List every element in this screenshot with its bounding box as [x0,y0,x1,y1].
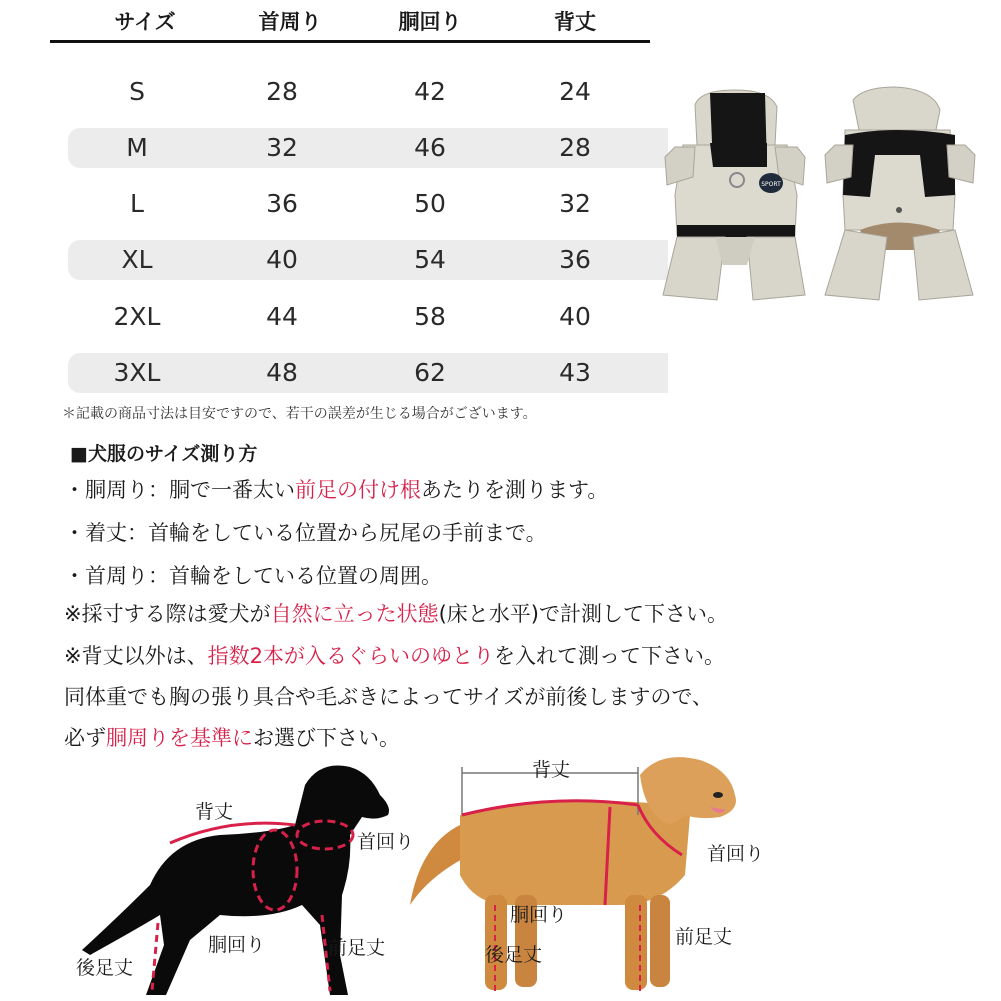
guide-line-neck: ・首周り：首輪をしている位置の周囲。 [64,564,442,588]
measurement-diagrams [0,745,1001,1001]
label-hind-leg: 後足丈 [76,957,134,979]
table-row [68,128,668,168]
text-plain: を入れて測って下さい。 [493,644,725,668]
cell-size: XL [121,245,153,274]
garment-front-image [655,85,815,310]
text-plain: 必ず [64,726,106,750]
text-plain: あたりを測ります。 [421,478,609,502]
text-plain: (床と水平)で計測して下さい。 [438,602,728,626]
cell-girth: 58 [414,302,446,331]
guide-line-girth [64,474,608,504]
text-highlight: 前足の付け根 [295,478,421,502]
cell-size: M [126,133,148,162]
cell-neck: 28 [266,77,298,106]
guide-line-posture [64,598,728,628]
dog-photo-diagram [400,755,760,1001]
label-neck: 首回り [707,843,765,865]
cell-neck: 40 [266,245,298,274]
text-plain: お選び下さい。 [253,726,400,750]
cell-girth: 62 [414,358,446,387]
label-front-leg: 前足丈 [675,926,733,948]
garment-back-image [815,85,985,310]
guide-line-slack [64,640,725,670]
text-highlight: 胴周りを基準に [106,726,253,750]
label-girth: 胴回り [208,934,266,956]
cell-back: 32 [559,189,591,218]
cell-back: 28 [559,133,591,162]
text-plain: ・胴周り：胴で一番太い [64,478,295,502]
table-row [68,240,668,280]
header-size: サイズ [114,10,176,34]
text-plain: ※採寸する際は愛犬が [64,602,271,626]
label-back-length: 背丈 [195,801,234,823]
text-highlight: 指数2本が入るぐらいのゆとり [207,644,494,668]
table-row [68,72,668,112]
guide-line-length: ・着丈：首輪をしている位置から尻尾の手前まで。 [64,521,547,545]
cell-girth: 50 [414,189,446,218]
cell-back: 40 [559,302,591,331]
text-highlight: 自然に立った状態 [270,602,439,626]
cell-size: 2XL [113,302,161,331]
cell-neck: 44 [266,302,298,331]
cell-girth: 54 [414,245,446,274]
cell-neck: 36 [266,189,298,218]
header-divider [50,40,650,43]
table-row [68,184,668,224]
header-neck: 首周り [258,10,322,34]
cell-back: 43 [559,358,591,387]
table-row [68,297,668,337]
size-note: ＊記載の商品寸法は目安ですので、若干の誤差が生じる場合がございます。 [62,406,537,422]
label-front-leg: 前足丈 [328,937,386,959]
label-neck: 首回り [357,831,415,853]
label-hind-leg: 後足丈 [485,944,543,966]
guide-heading: ■犬服のサイズ測り方 [70,443,258,465]
table-row [68,353,668,393]
cell-girth: 46 [414,133,446,162]
cell-size: S [129,77,145,106]
garment-badge-text: SPORT [761,181,781,188]
cell-size: L [130,189,144,218]
cell-neck: 48 [266,358,298,387]
guide-line-variation: 同体重でも胸の張り具合や毛ぶきによってサイズが前後しますので、 [64,685,713,709]
cell-back: 36 [559,245,591,274]
header-back: 背丈 [554,10,596,34]
size-table-header [50,0,650,40]
label-girth: 胴回り [510,904,568,926]
header-girth: 胴回り [398,10,462,34]
cell-size: 3XL [113,358,161,387]
size-table [50,0,650,400]
text-plain: ※背丈以外は、 [64,644,208,668]
cell-neck: 32 [266,133,298,162]
label-back-length: 背丈 [532,759,571,781]
cell-back: 24 [559,77,591,106]
cell-girth: 42 [414,77,446,106]
